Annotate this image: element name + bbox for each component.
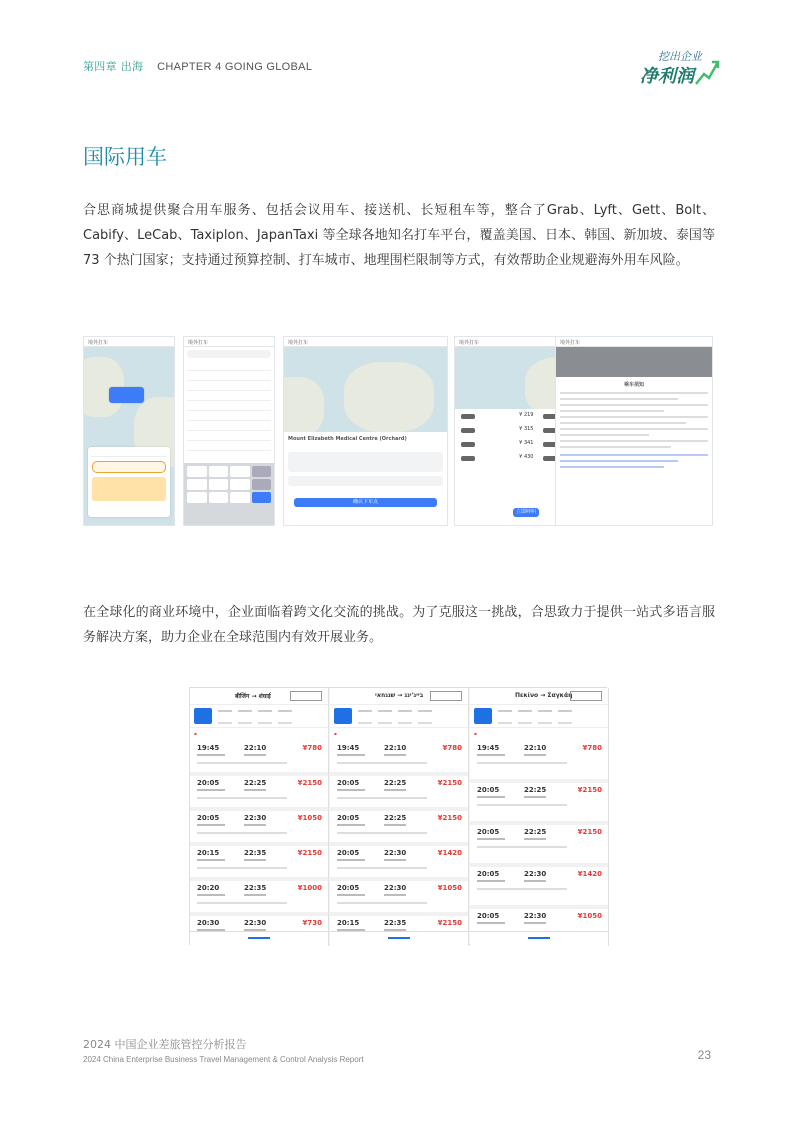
- bottom-toolbar: [330, 931, 468, 946]
- price: ¥ 341: [519, 440, 534, 446]
- route-title: बीजिंग → शंघाई: [235, 693, 271, 700]
- notice-bar: ▪: [474, 731, 604, 738]
- app-title-bar: 境外打车: [84, 337, 174, 347]
- screenshot-destination: [283, 336, 448, 526]
- flight-panel-hebrew: [330, 688, 469, 946]
- notice-modal: [556, 377, 712, 525]
- flight-app-screenshots: [189, 687, 607, 945]
- chapter-header: [83, 58, 312, 74]
- call-car-button[interactable]: 立即呼叫: [513, 508, 539, 517]
- flight-panel-greek: [470, 688, 609, 946]
- car-app-screenshots: [83, 336, 713, 526]
- flight-row[interactable]: 20:05 22:25 ¥2150: [470, 825, 608, 867]
- flight-row[interactable]: 20:20 22:35 ¥1000: [190, 881, 328, 916]
- screenshot-address-search: [183, 336, 275, 526]
- route-title: Πεκίνο → Σαγκάη: [515, 692, 573, 699]
- price: ¥ 219: [519, 412, 534, 418]
- screenshot-ride-notice: [555, 336, 713, 526]
- chapter-cn: 第四章 出海: [83, 60, 144, 73]
- language-select[interactable]: [570, 691, 602, 701]
- app-title-bar: 境外打车: [455, 337, 618, 347]
- destination-card: [284, 432, 447, 525]
- confirm-dropoff-button[interactable]: 确认下车点: [294, 498, 437, 507]
- bottom-toolbar: [190, 931, 328, 946]
- selected-date[interactable]: [194, 708, 212, 724]
- modal-title: 乘车须知: [623, 382, 644, 388]
- flight-row[interactable]: 19:45 22:10 ¥780: [190, 741, 328, 776]
- flight-row[interactable]: 20:05 22:30 ¥1050: [190, 811, 328, 846]
- price: ¥ 430: [519, 454, 534, 460]
- logo: [638, 48, 718, 90]
- hospital-name: Mount Elizabeth Medical Centre (Orchard): [288, 436, 407, 442]
- app-title-bar: 境外打车: [556, 337, 712, 347]
- flight-row[interactable]: 20:15 22:35 ¥2150: [330, 916, 468, 946]
- notice-bar: ▪: [194, 731, 324, 738]
- section-title: 国际用车: [83, 145, 167, 169]
- selected-date[interactable]: [334, 708, 352, 724]
- paragraph-multilingual: 在全球化的商业环境中，企业面临着跨文化交流的挑战。为了克服这一挑战，合思致力于提供一站式多语言服务解决方案，助力企业在全球范围内有效开展业务。: [83, 605, 715, 645]
- flight-row[interactable]: 20:05 22:30 ¥1050: [470, 909, 608, 943]
- selected-date[interactable]: [474, 708, 492, 724]
- flight-row[interactable]: 20:30 22:30 ¥730: [190, 916, 328, 946]
- flight-row[interactable]: 19:45 22:10 ¥780: [330, 741, 468, 776]
- footer-title-en: 2024 China Enterprise Business Travel Management & Control Analysis Report: [83, 1055, 364, 1064]
- chapter-en: CHAPTER 4 GOING GLOBAL: [157, 61, 313, 73]
- flight-row[interactable]: 20:05 22:25 ¥2150: [330, 811, 468, 846]
- flight-row[interactable]: 20:05 22:30 ¥1420: [330, 846, 468, 881]
- flight-row[interactable]: 20:05 22:25 ¥2150: [190, 776, 328, 811]
- flight-row[interactable]: 20:05 22:30 ¥1050: [330, 881, 468, 916]
- language-select[interactable]: [430, 691, 462, 701]
- logo-line2: 净利润: [640, 66, 694, 87]
- app-title-bar: 境外打车: [284, 337, 447, 347]
- app-title-bar: 境外打车: [184, 337, 274, 347]
- footer: [83, 1036, 364, 1064]
- bottom-toolbar: [470, 931, 608, 946]
- arrow-up-icon: [694, 58, 720, 86]
- flight-row[interactable]: 20:05 22:25 ¥2150: [330, 776, 468, 811]
- flight-row[interactable]: 20:05 22:30 ¥1420: [470, 867, 608, 909]
- pickup-bubble: [109, 387, 144, 403]
- route-title: בייג'ינג → שנגחאי: [375, 692, 424, 699]
- footer-title-cn: 2024 中国企业差旅管控分析报告: [83, 1038, 247, 1051]
- page-number: 23: [697, 1048, 711, 1062]
- paragraph-car-service: 合思商城提供聚合用车服务、包括会议用车、接送机、长短租车等，整合了Grab、Lyft、Gett、Bolt、Cabify、LeCab、Taxiplon、JapanTaxi 等全球各地知名打车平台，覆盖美国、日本、韩国、新加坡、泰国等 73 个热门国家；支持通过预算控制、打车城市、地理围栏限制等方式，有效帮助企业规避海外用车风险。: [83, 203, 715, 268]
- flight-panel-hindi: [190, 688, 329, 946]
- flight-row[interactable]: 19:45 22:10 ¥780: [470, 741, 608, 783]
- flight-row[interactable]: 20:05 22:25 ¥2150: [470, 783, 608, 825]
- logo-line1: 挖出企业: [658, 50, 702, 63]
- notice-bar: ▪: [334, 731, 464, 738]
- language-select[interactable]: [290, 691, 322, 701]
- price: ¥ 315: [519, 426, 534, 432]
- flight-row[interactable]: 20:15 22:35 ¥2150: [190, 846, 328, 881]
- pickup-card: [88, 447, 170, 517]
- screenshot-map-pickup: [83, 336, 175, 526]
